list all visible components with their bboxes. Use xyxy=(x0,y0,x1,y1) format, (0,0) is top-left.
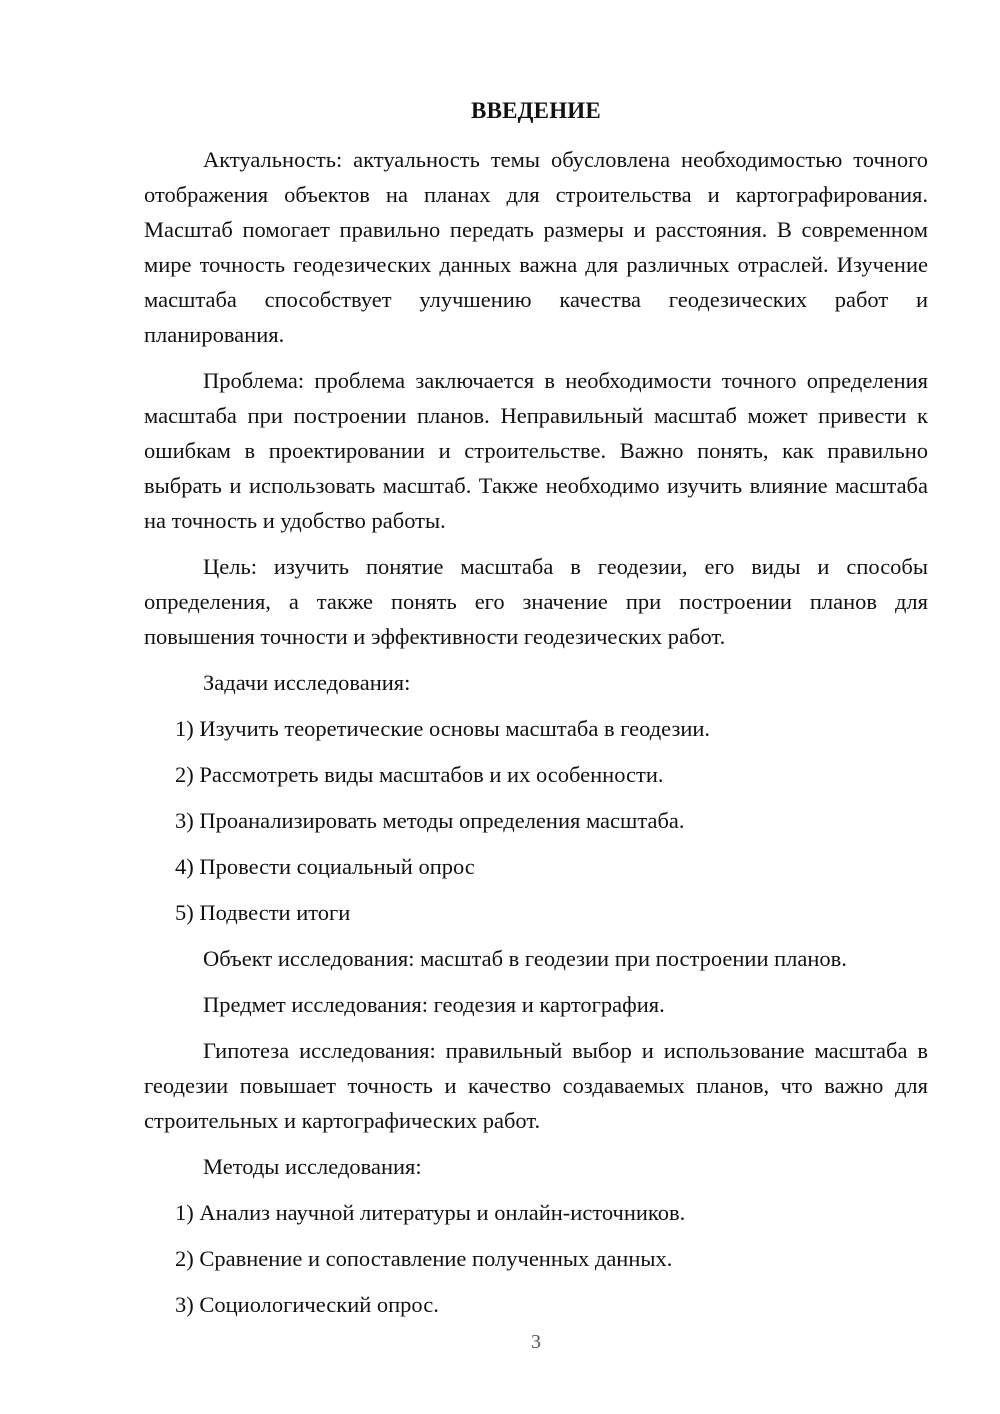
task-item: 2) Рассмотреть виды масштабов и их особенности. xyxy=(175,762,664,787)
subject-paragraph: Предмет исследования: геодезия и картография. xyxy=(203,992,665,1017)
task-item: 4) Провести социальный опрос xyxy=(175,854,475,879)
page-number: 3 xyxy=(531,1331,541,1353)
section-title: ВВЕДЕНИЕ xyxy=(471,98,601,123)
method-item: 2) Сравнение и сопоставление полученных данных. xyxy=(175,1246,673,1271)
document-body xyxy=(144,142,928,1333)
task-item: 5) Подвести итоги xyxy=(175,900,351,925)
tasks-heading: Задачи исследования: xyxy=(203,670,411,695)
object-paragraph: Объект исследования: масштаб в геодезии при построении планов. xyxy=(203,946,847,971)
relevance-paragraph: Актуальность: актуальность темы обусловлена необходимостью точного отображения объектов на планах для строительства и картографирования. Масштаб помогает правильно передать размеры и расстояния. В современном мире точность геодезических данных важна для различных отраслей. Изучение масштаба способствует улучшению качества геодезических работ и планирования. xyxy=(144,147,928,347)
task-item: 3) Проанализировать методы определения масштаба. xyxy=(175,808,685,833)
problem-paragraph: Проблема: проблема заключается в необходимости точного определения масштаба при построении планов. Неправильный масштаб может привести к ошибкам в проектировании и строительстве. Важно понять, как правильно выбрать и использовать масштаб. Также необходимо изучить влияние масштаба на точность и удобство работы. xyxy=(144,368,928,533)
hypothesis-paragraph: Гипотеза исследования: правильный выбор и использование масштаба в геодезии повышает точность и качество создаваемых планов, что важно для строительных и картографических работ. xyxy=(144,1038,928,1133)
method-item: 1) Анализ научной литературы и онлайн-источников. xyxy=(175,1200,686,1225)
method-item: 3) Социологический опрос. xyxy=(175,1292,439,1317)
task-item: 1) Изучить теоретические основы масштаба в геодезии. xyxy=(175,716,711,741)
methods-heading: Методы исследования: xyxy=(203,1154,422,1179)
goal-paragraph: Цель: изучить понятие масштаба в геодезии, его виды и способы определения, а также понять его значение при построении планов для повышения точности и эффективности геодезических работ. xyxy=(144,554,928,649)
